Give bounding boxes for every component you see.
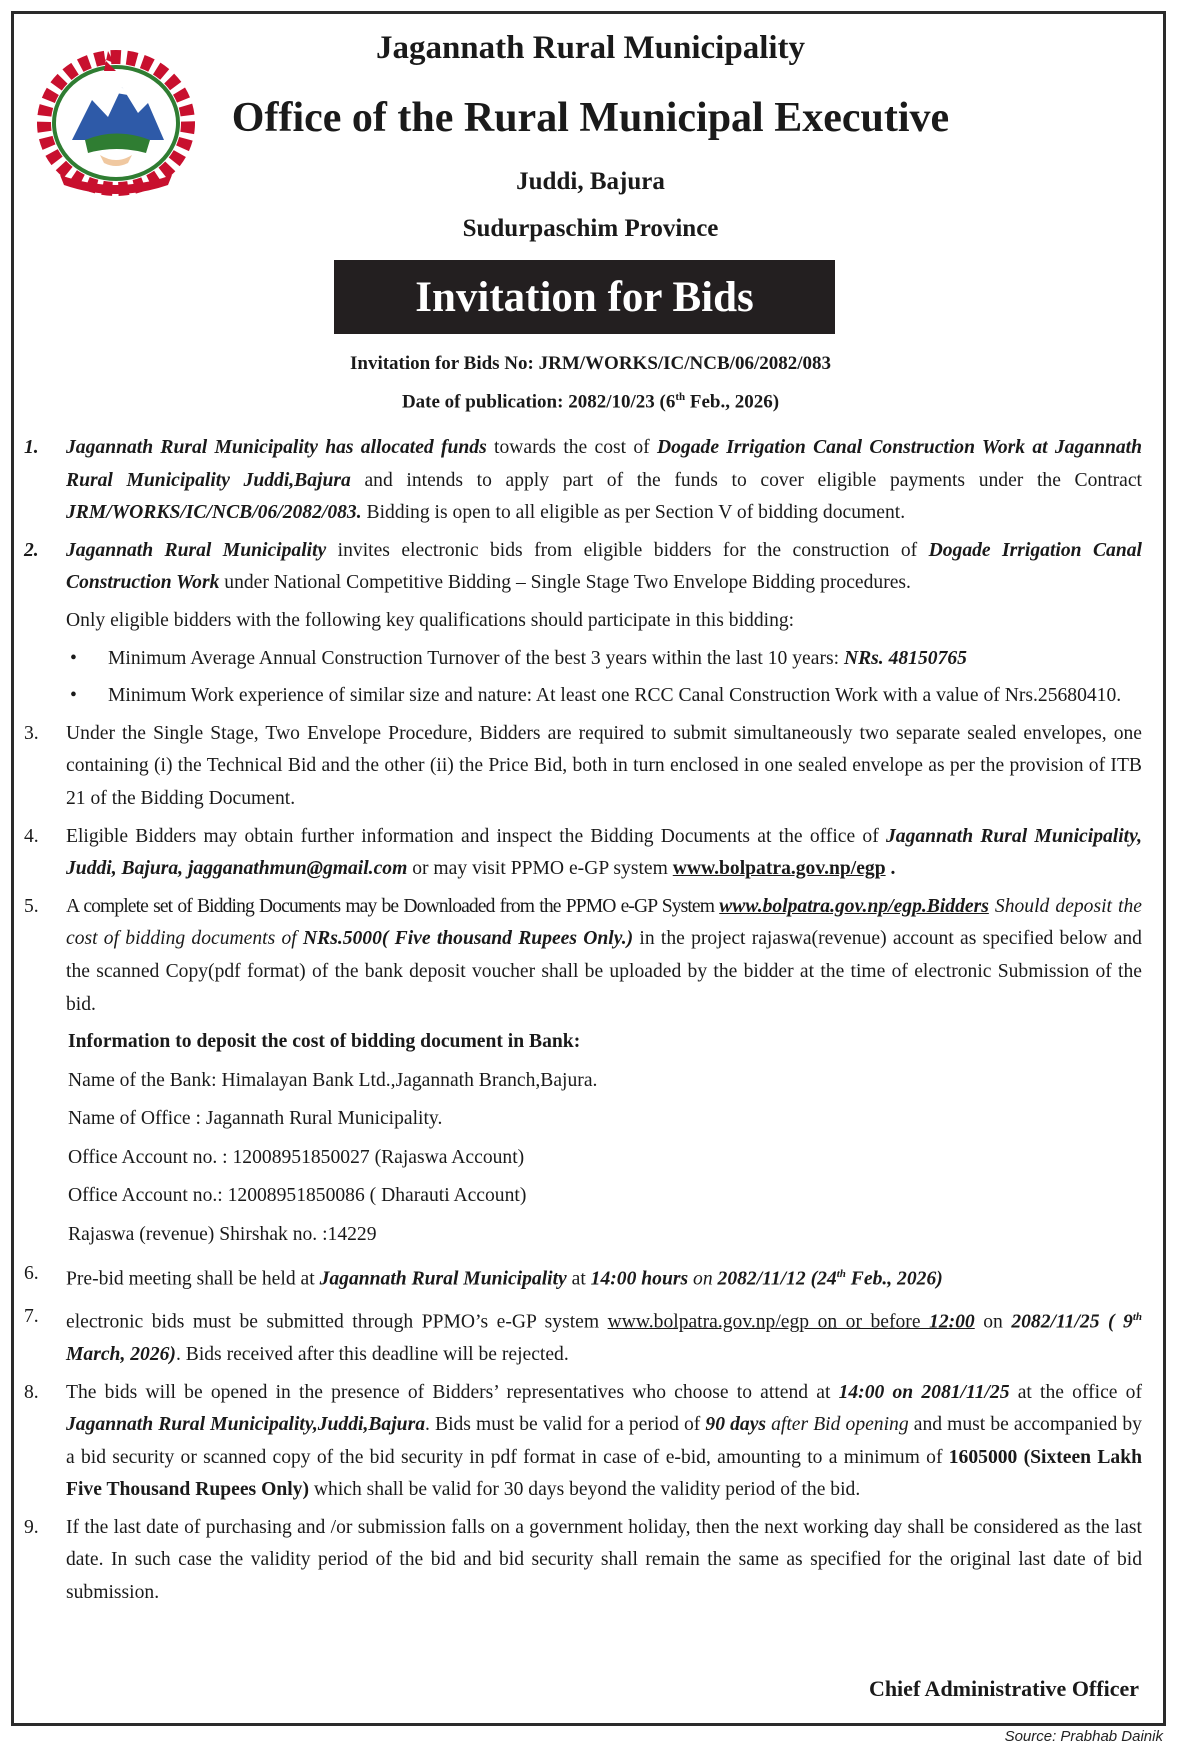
notice-body xyxy=(24,432,1142,1615)
clause-6: 6. Pre-bid meeting shall be held at Jagannath Rural Municipality at 14:00 hours on 2082/11/12 (24th Feb., 2026) xyxy=(24,1258,1142,1296)
clause-2: 2. Jagannath Rural Municipality invites electronic bids from eligible bidders for the construction of Dogade Irrigation Canal Construction Work under National Competitive Bidding – Single Stage Two Envelope Bidding procedures. xyxy=(24,535,1142,600)
clause-7: 7. electronic bids must be submitted through PPMO’s e-GP system www.bolpatra.gov.np/egp on or before 12:00 on 2082/11/25 ( 9th March, 2026). Bids received after this deadline will be rejected. xyxy=(24,1301,1142,1372)
bank-name: Name of the Bank: Himalayan Bank Ltd.,Jagannath Branch,Bajura. xyxy=(68,1069,598,1091)
qualification-intro: Only eligible bidders with the following key qualifications should participate in this bidding: xyxy=(66,609,795,631)
clause-1: 1. Jagannath Rural Municipality has allocated funds towards the cost of Dogade Irrigation Canal Construction Work at Jagannath Rural Municipality Juddi,Bajura and intends to apply part of the funds to cover eligible payments under the Contract JRM/WORKS/IC/NCB/06/2082/083. Bidding is open to all eligible as per Section V of bidding document. xyxy=(24,432,1142,530)
clause-number: 5. xyxy=(24,895,39,917)
publication-date: Date of publication: 2082/10/23 (6th Feb., 2026) xyxy=(401,391,780,413)
qualification-turnover: • Minimum Average Annual Construction Turnover of the best 3 years within the last 10 years: NRs. 48150765 xyxy=(70,647,967,669)
shirshak-number: Rajaswa (revenue) Shirshak no. :14229 xyxy=(68,1224,377,1246)
clause-8: 8. The bids will be opened in the presence of Bidders’ representatives who choose to attend at 14:00 on 2081/11/25 at the office of Jagannath Rural Municipality,Juddi,Bajura. Bids must be valid for a period of 90 days after Bid opening and must be accompanied by a bid security or scanned copy of the bid security in pdf format in case of e-bid, amounting to a minimum of 1605000 (Sixteen Lakh Five Thousand Rupees Only) which shall be valid for 30 days beyond the validity period of the bid. xyxy=(24,1377,1142,1507)
province: Sudurpaschim Province xyxy=(462,215,719,242)
bid-reference-number: Invitation for Bids No: JRM/WORKS/IC/NCB/06/2082/083 xyxy=(349,353,832,374)
notice-title: Invitation for Bids xyxy=(334,260,835,334)
office-name: Office of the Rural Municipal Executive xyxy=(231,95,950,141)
source-credit: Source: Prabhab Dainik xyxy=(1004,1728,1163,1745)
rajaswa-account: Office Account no. : 12008951850027 (Rajaswa Account) xyxy=(68,1146,525,1168)
location: Juddi, Bajura xyxy=(516,168,665,195)
egp-link[interactable]: www.bolpatra.gov.np/egp xyxy=(672,858,886,880)
egp-download-link[interactable]: www.bolpatra.gov.np/egp.Bidders xyxy=(719,895,989,917)
dharauti-account: Office Account no.: 12008951850086 ( Dharauti Account) xyxy=(68,1185,527,1207)
clause-3: 3. Under the Single Stage, Two Envelope Procedure, Bidders are required to submit simultaneously two separate sealed envelopes, one containing (i) the Technical Bid and the other (ii) the Price Bid, both in turn enclosed in one sealed envelope as per the provision of ITB 21 of the Bidding Document. xyxy=(24,718,1142,816)
clause-9: 9. If the last date of purchasing and /or submission falls on a government holiday, then the next working day shall be considered as the last date. In such case the validity period of the bid and bid security shall remain the same as specified for the original last date of bid submission. xyxy=(24,1512,1142,1610)
clause-number: 3. xyxy=(24,722,39,744)
clause-number: 8. xyxy=(24,1381,39,1403)
clause-4: 4. Eligible Bidders may obtain further information and inspect the Bidding Documents at the office of Jagannath Rural Municipality, Juddi, Bajura, jagganathmun@gmail.com or may visit PPMO e-GP system www.bolpatra.gov.np/egp . xyxy=(24,821,1142,886)
clause-number: 2. xyxy=(24,539,39,561)
clause-number: 4. xyxy=(24,825,39,847)
clause-number: 7. xyxy=(24,1305,39,1327)
municipality-name: Jagannath Rural Municipality xyxy=(375,30,806,66)
clause-number: 6. xyxy=(24,1262,39,1284)
signatory: Chief Administrative Officer xyxy=(868,1676,1139,1701)
clause-number: 9. xyxy=(24,1516,39,1538)
submission-link[interactable]: www.bolpatra.gov.np/egp on or before xyxy=(607,1311,930,1333)
bank-info-heading: Information to deposit the cost of bidding document in Bank: xyxy=(68,1031,581,1053)
bank-info xyxy=(68,1026,1142,1252)
office-name-line: Name of Office : Jagannath Rural Municipality. xyxy=(68,1108,443,1130)
clause-5: 5. A complete set of Bidding Documents may be Downloaded from the PPMO e-GP System www.bolpatra.gov.np/egp.Bidders Should deposit the cost of bidding documents of NRs.5000( Five thousand Rupees Only.) in the project rajaswa(revenue) account as specified below and the scanned Copy(pdf format) of the bank deposit voucher shall be uploaded by the bidder at the time of electronic Submission of the bid. xyxy=(24,891,1142,1021)
clause-number: 1. xyxy=(24,437,39,458)
qualification-experience: • Minimum Work experience of similar size and nature: At least one RCC Canal Construction Work with a value of Nrs.25680410. xyxy=(70,685,1122,707)
